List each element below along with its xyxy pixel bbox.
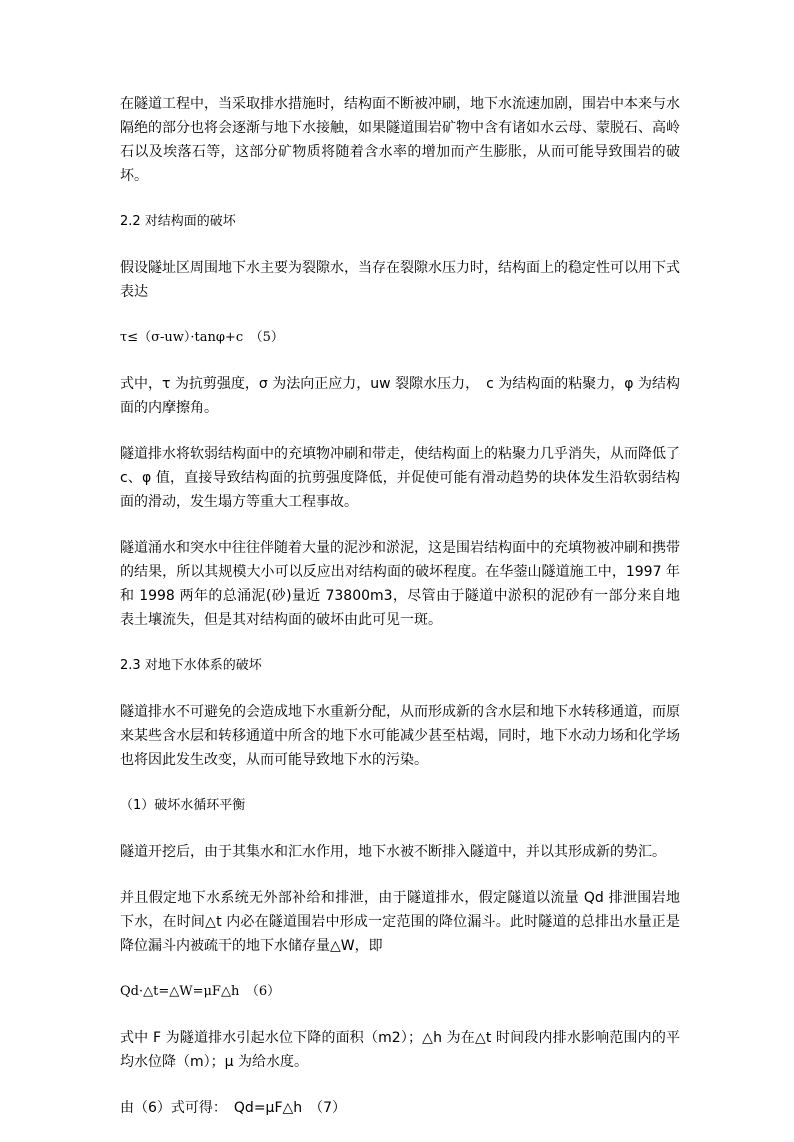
paragraph-formula-7: 由（6）式可得： Qd=μF△h （7）	[120, 1100, 347, 1116]
section-heading-2-2: 2.2 对结构面的破坏	[120, 214, 236, 229]
section-heading-2-3: 2.3 对地下水体系的破坏	[120, 658, 262, 673]
formula-5: τ≤（σ-uw）·tanφ+c （5）	[120, 330, 284, 345]
paragraph-formula-5-symbols: 式中，τ 为抗剪强度，σ 为法向正应力，uw 裂隙水压力， c 为结构面的粘聚力，φ 为结构面的内摩擦角。	[120, 376, 680, 416]
paragraph-drawdown-funnel: 并且假定地下水系统无外部补给和排泄，由于隧道排水，假定隧道以流量 Qd 排泄围岩地下水，在时间△t 内必在隧道围岩中形成一定范围的降位漏斗。此时隧道的总排出水量正是降位漏斗内被疏干的地下水储存量△W，即	[120, 890, 680, 954]
paragraph-fissure-water-assumption: 假设隧址区周围地下水主要为裂隙水，当存在裂隙水压力时，结构面上的稳定性可以用下式表达	[120, 260, 680, 300]
paragraph-rock-swelling: 在隧道工程中，当采取排水措施时，结构面不断被冲刷，地下水流速加剧，围岩中本来与水隔绝的部分也将会逐渐与地下水接触，如果隧道围岩矿物中含有诸如水云母、蒙脱石、高岭石以及埃落石等，这部分矿物质将随着含水率的增加而产生膨胀，从而可能导致围岩的破坏。	[120, 96, 680, 184]
subheading-water-cycle: （1）破坏水循环平衡	[120, 798, 246, 813]
paragraph-mud-sand-inrush: 隧道涌水和突水中往往伴随着大量的泥沙和淤泥，这是围岩结构面中的充填物被冲刷和携带的结果，所以其规模大小可以反应出对结构面的破坏程度。在华蓥山隧道施工中，1997 年和 1998 两年的总涌泥(砂)量近 73800m3，尽管由于隧道中淤积的泥砂有一部分来自地表土壤流失，但是其对结构面的破坏由此可见一斑。	[120, 540, 680, 628]
paragraph-filling-washout: 隧道排水将软弱结构面中的充填物冲刷和带走，使结构面上的粘聚力几乎消失，从而降低了 c、φ 值，直接导致结构面的抗剪强度降低，并促使可能有滑动趋势的块体发生沿软弱结构面的滑动，发生塌方等重大工程事故。	[120, 446, 680, 510]
paragraph-formula-6-symbols: 式中 F 为隧道排水引起水位下降的面积（m2）；△h 为在△t 时间段内排水影响范围内的平均水位降（m）；μ 为给水度。	[120, 1030, 680, 1070]
paragraph-groundwater-redistribution: 隧道排水不可避免的会造成地下水重新分配，从而形成新的含水层和地下水转移通道，而原来某些含水层和转移通道中所含的地下水可能减少甚至枯竭，同时，地下水动力场和化学场也将因此发生改变，从而可能导致地下水的污染。	[120, 704, 680, 768]
document-page	[120, 92, 680, 1142]
paragraph-tunnel-sink: 隧道开挖后，由于其集水和汇水作用，地下水被不断排入隧道中，并以其形成新的势汇。	[120, 844, 666, 860]
formula-6: Qd·△t=△W=μF△h （6）	[120, 984, 281, 999]
